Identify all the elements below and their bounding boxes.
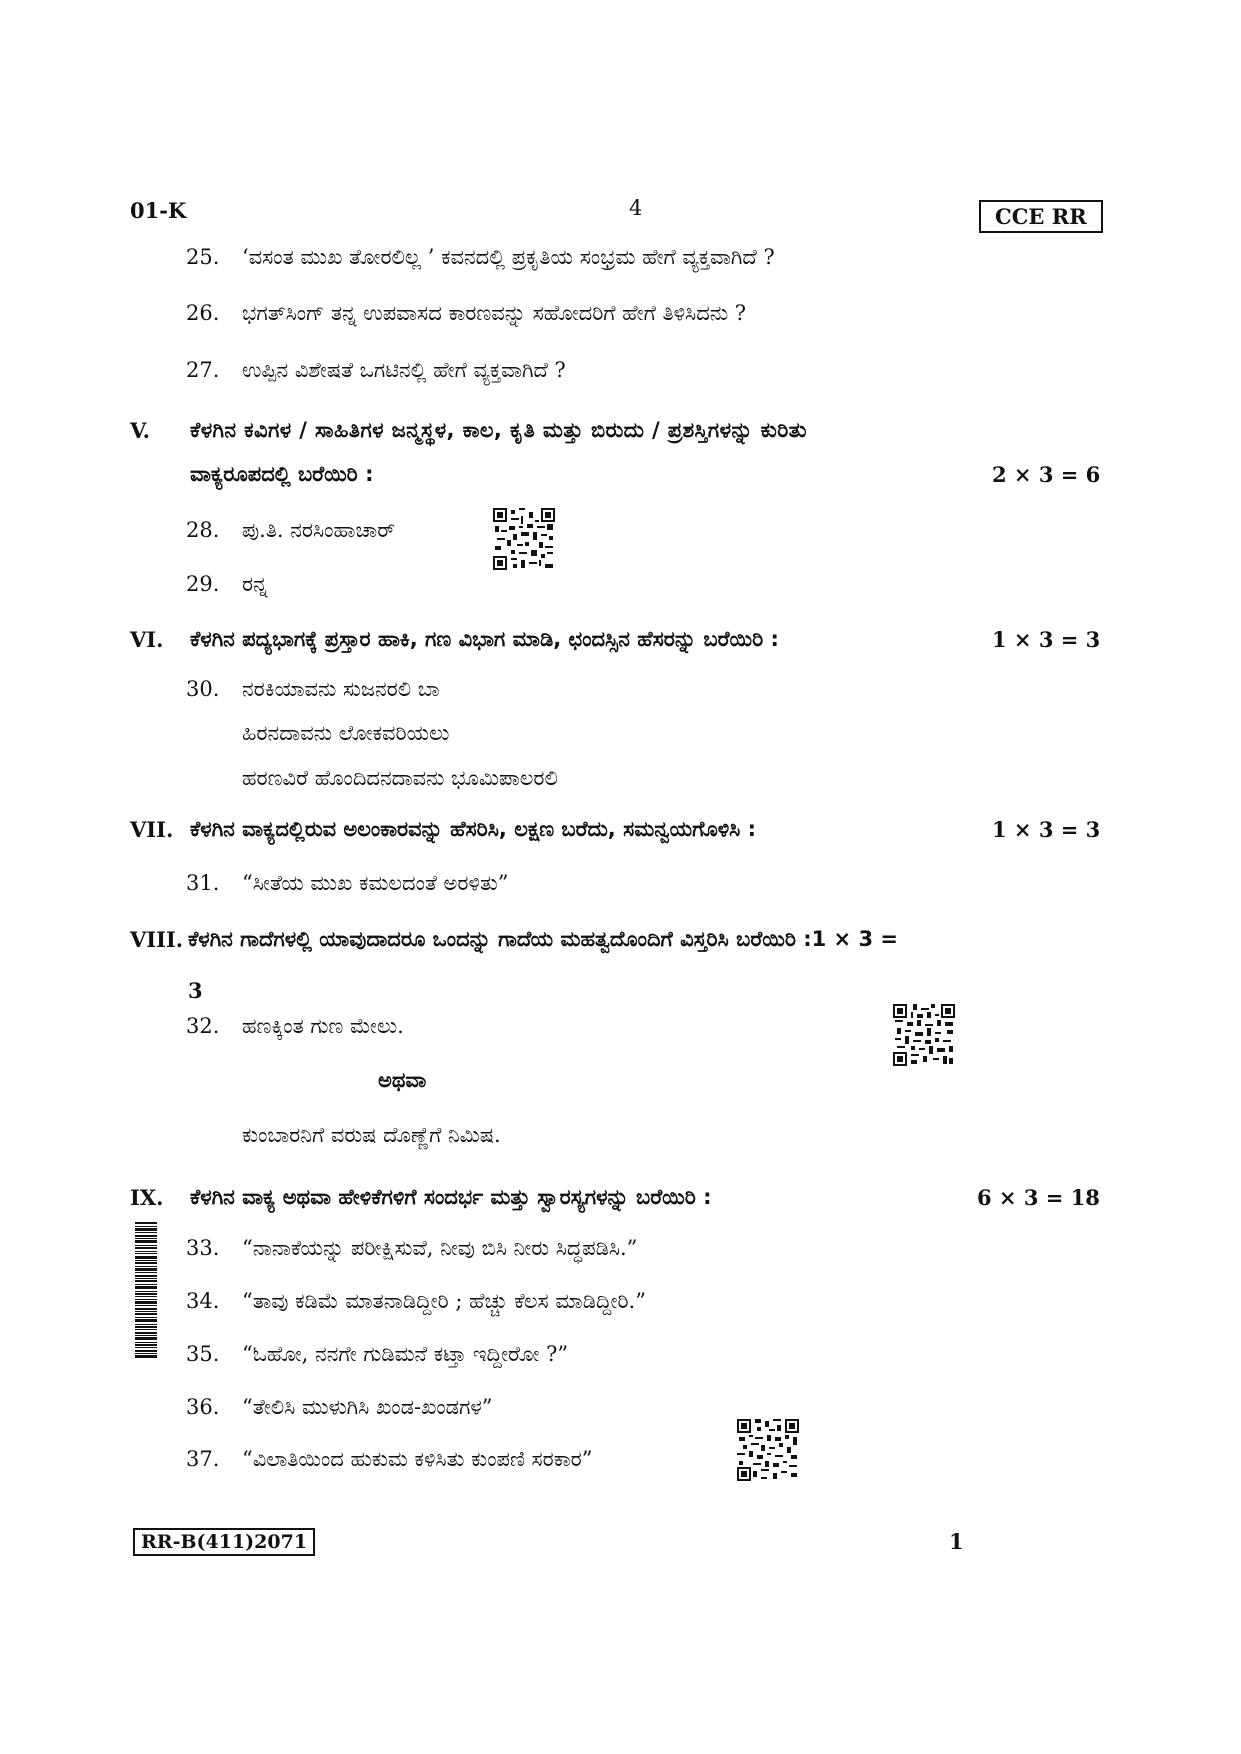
series-box: CCE RR bbox=[979, 200, 1103, 233]
section-vi-marks: 1 × 3 = 3 bbox=[992, 627, 1101, 652]
qr-code-icon bbox=[493, 508, 555, 570]
section-viii-heading bbox=[130, 927, 1110, 957]
question-number: 28. bbox=[186, 518, 220, 542]
footer-code-box: RR-B(411)2071 bbox=[133, 1528, 315, 1556]
question-number: 37. bbox=[186, 1447, 220, 1471]
section-ix-marks: 6 × 3 = 18 bbox=[977, 1185, 1100, 1210]
question-29 bbox=[186, 572, 268, 597]
question-number: 30. bbox=[186, 677, 220, 701]
section-instruction: ಕೆಳಗಿನ ವಾಕ್ಯ ಅಥವಾ ಹೇಳಿಕೆಗಳಿಗೆ ಸಂದರ್ಭ ಮತ್ತು ಸ್ವಾರಸ್ಯಗಳನ್ನು ಬರೆಯಿರಿ : bbox=[190, 1185, 712, 1209]
question-text: “ನಾನಾಕೆಯನ್ನು ಪರೀಕ್ಷಿಸುವೆ, ನೀವು ಬಿಸಿ ನೀರು ಸಿದ್ಧಪಡಿಸಿ.” bbox=[242, 1236, 638, 1260]
section-roman: VII. bbox=[130, 817, 174, 842]
question-number: 36. bbox=[186, 1395, 220, 1419]
section-v-heading-line2: ವಾಕ್ಯರೂಪದಲ್ಲಿ ಬರೆಯಿರಿ : bbox=[190, 462, 374, 486]
question-number: 34. bbox=[186, 1289, 220, 1313]
section-roman: IX. bbox=[130, 1185, 164, 1210]
question-number: 31. bbox=[186, 871, 220, 895]
question-33 bbox=[186, 1236, 637, 1261]
question-number: 33. bbox=[186, 1236, 220, 1260]
question-number: 27. bbox=[186, 358, 220, 382]
section-v-heading bbox=[130, 418, 1110, 448]
footer-page-number: 1 bbox=[949, 1529, 964, 1554]
section-v-marks: 2 × 3 = 6 bbox=[992, 462, 1101, 487]
question-text: ರನ್ನ bbox=[242, 572, 268, 596]
or-label: ಅಥವಾ bbox=[378, 1068, 427, 1092]
question-text: “ಓಹೋ, ನನಗೇ ಗುಡಿಮನೆ ಕಟ್ತಾ ಇದ್ದೀರೋ ?” bbox=[242, 1342, 569, 1366]
barcode-icon bbox=[135, 1222, 157, 1359]
section-instruction: ಕೆಳಗಿನ ವಾಕ್ಯದಲ್ಲಿರುವ ಅಲಂಕಾರವನ್ನು ಹೆಸರಿಸಿ, ಲಕ್ಷಣ ಬರೆದು, ಸಮನ್ವಯಗೊಳಿಸಿ : bbox=[190, 817, 757, 841]
question-number: 35. bbox=[186, 1342, 220, 1366]
poem-line: ನರಕಿಯಾವನು ಸುಜನರಲಿ ಬಾ bbox=[242, 677, 440, 701]
question-35 bbox=[186, 1342, 568, 1367]
question-36 bbox=[186, 1395, 493, 1420]
question-31 bbox=[186, 871, 509, 896]
poem-line: ಹರಣವಿರೆ ಹೊಂದಿದನದಾವನು ಭೂಮಿಪಾಲರಲಿ bbox=[242, 766, 558, 790]
question-text: ಪು.ತಿ. ನರಸಿಂಹಾಚಾರ್ bbox=[242, 518, 396, 542]
paper-code: 01-K bbox=[130, 198, 187, 223]
question-32 bbox=[186, 1014, 404, 1039]
question-28 bbox=[186, 518, 395, 543]
question-text: “ತೇಲಿಸಿ ಮುಳುಗಿಸಿ ಖಂಡ-ಖಂಡಗಳ” bbox=[242, 1395, 493, 1419]
question-37 bbox=[186, 1447, 592, 1472]
section-roman: VI. bbox=[130, 627, 164, 652]
section-roman: VIII. bbox=[130, 927, 184, 952]
question-number: 26. bbox=[186, 301, 220, 325]
question-text: “ತಾವು ಕಡಿಮೆ ಮಾತನಾಡಿದ್ದೀರಿ ; ಹೆಚ್ಚು ಕೆಲಸ ಮಾಡಿದ್ದೀರಿ.” bbox=[242, 1289, 646, 1313]
question-30 bbox=[186, 677, 440, 702]
section-roman: V. bbox=[130, 418, 150, 443]
section-vii-heading bbox=[130, 817, 990, 847]
section-instruction: ಕೆಳಗಿನ ಕವಿಗಳ / ಸಾಹಿತಿಗಳ ಜನ್ಮಸ್ಥಳ, ಕಾಲ, ಕೃತಿ ಮತ್ತು ಬಿರುದು / ಪ್ರಶಸ್ತಿಗಳನ್ನು ಕುರಿತು bbox=[190, 418, 807, 442]
question-text: “ವಿಲಾತಿಯಿಂದ ಹುಕುಮ ಕಳಿಸಿತು ಕುಂಪಣಿ ಸರಕಾರ” bbox=[242, 1447, 593, 1471]
section-ix-heading bbox=[130, 1185, 990, 1215]
qr-code-icon bbox=[737, 1419, 799, 1481]
question-number: 32. bbox=[186, 1014, 220, 1038]
question-26 bbox=[186, 301, 746, 326]
section-instruction: ಕೆಳಗಿನ ಗಾದೆಗಳಲ್ಲಿ ಯಾವುದಾದರೂ ಒಂದನ್ನು ಗಾದೆಯ ಮಹತ್ವದೊಂದಿಗೆ ವಿಸ್ತರಿಸಿ ಬರೆಯಿರಿ :1 × 3 = bbox=[188, 927, 898, 951]
qr-code-icon bbox=[893, 1004, 955, 1066]
poem-line: ಹಿರನದಾವನು ಲೋಕವರಿಯಲು bbox=[242, 721, 450, 745]
question-number: 29. bbox=[186, 572, 220, 596]
question-text: ಉಪ್ಪಿನ ವಿಶೇಷತೆ ಒಗಟಿನಲ್ಲಿ ಹೇಗೆ ವ್ಯಕ್ತವಾಗಿದೆ ? bbox=[242, 358, 566, 382]
question-34 bbox=[186, 1289, 646, 1314]
section-vi-heading bbox=[130, 627, 990, 657]
question-25 bbox=[186, 245, 775, 270]
page-number: 4 bbox=[629, 196, 643, 220]
question-number: 25. bbox=[186, 245, 220, 269]
question-27 bbox=[186, 358, 566, 383]
question-text: ಭಗತ್‌ಸಿಂಗ್ ತನ್ನ ಉಪವಾಸದ ಕಾರಣವನ್ನು ಸಹೋದರಿಗೆ ಹೇಗೆ ತಿಳಿಸಿದನು ? bbox=[242, 301, 747, 325]
question-text: “ಸೀತೆಯ ಮುಖ ಕಮಲದಂತೆ ಅರಳಿತು” bbox=[242, 871, 509, 895]
question-32-alt: ಕುಂಬಾರನಿಗೆ ವರುಷ ದೊಣ್ಣೆಗೆ ನಿಮಿಷ. bbox=[242, 1123, 501, 1147]
section-vii-marks: 1 × 3 = 3 bbox=[992, 817, 1101, 842]
section-instruction: ಕೆಳಗಿನ ಪದ್ಯಭಾಗಕ್ಕೆ ಪ್ರಸ್ತಾರ ಹಾಕಿ, ಗಣ ವಿಭಾಗ ಮಾಡಿ, ಛಂದಸ್ಸಿನ ಹೆಸರನ್ನು ಬರೆಯಿರಿ : bbox=[190, 627, 779, 651]
section-viii-marks: 3 bbox=[188, 978, 203, 1003]
question-text: ‘ವಸಂತ ಮುಖ ತೋರಲಿಲ್ಲ ’ ಕವನದಲ್ಲಿ ಪ್ರಕೃತಿಯ ಸಂಭ್ರಮ ಹೇಗೆ ವ್ಯಕ್ತವಾಗಿದೆ ? bbox=[242, 245, 775, 269]
question-text: ಹಣಕ್ಕಿಂತ ಗುಣ ಮೇಲು. bbox=[242, 1014, 404, 1038]
